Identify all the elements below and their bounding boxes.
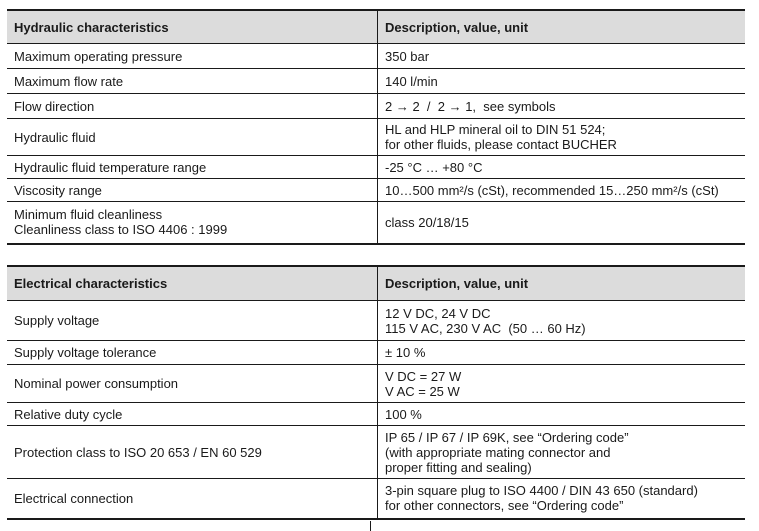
- table-row: [7, 156, 745, 179]
- characteristic-cell: [7, 179, 378, 202]
- characteristic-cell: [7, 341, 378, 365]
- cell-line: ± 10 %: [385, 345, 426, 360]
- cell-line: 115 V AC, 230 V AC (50 … 60 Hz): [385, 320, 586, 336]
- characteristic-cell: [7, 479, 378, 519]
- characteristic-cell: [7, 156, 378, 179]
- value-cell: [378, 365, 746, 403]
- header-characteristic: Electrical characteristics: [7, 266, 378, 301]
- cell-line: Relative duty cycle: [14, 406, 123, 422]
- cell-line: Hydraulic fluid temperature range: [14, 159, 207, 175]
- value-cell: [378, 94, 746, 119]
- cell-line: 2 → 2 / 2 → 1, see symbols: [385, 98, 556, 114]
- cell-line: IP 65 / IP 67 / IP 69K, see “Ordering code”: [385, 429, 629, 445]
- table-row: [7, 403, 745, 426]
- table-row: [7, 69, 745, 94]
- table-row: [7, 119, 745, 156]
- value-cell: [378, 479, 746, 519]
- header-row: [7, 10, 745, 44]
- value-cell: [378, 69, 746, 94]
- cell-line: Minimum fluid cleanliness: [14, 207, 163, 223]
- cell-line: (with appropriate mating connector and: [385, 444, 611, 460]
- value-cell: [378, 426, 746, 479]
- characteristic-cell: [7, 44, 378, 69]
- cell-line: HL and HLP mineral oil to DIN 51 524;: [385, 122, 606, 137]
- table-row: [7, 44, 745, 69]
- cell-line: 3-pin square plug to ISO 4400 / DIN 43 650 (standard): [385, 483, 698, 499]
- header-description-value-unit: Description, value, unit: [378, 266, 746, 301]
- table-row: [7, 94, 745, 119]
- characteristic-cell: [7, 403, 378, 426]
- table-row: [7, 426, 745, 479]
- characteristic-cell: [7, 119, 378, 156]
- cell-line: 10…500 mm²/s (cSt), recommended 15…250 mm²/s (cSt): [385, 182, 719, 198]
- hydraulic-characteristics-table: [7, 9, 745, 245]
- cell-line: 12 V DC, 24 V DC: [385, 305, 491, 321]
- electrical-characteristics-table: [7, 265, 745, 520]
- value-cell: [378, 341, 746, 365]
- header-description-value-unit: Description, value, unit: [378, 10, 746, 44]
- table-continuation-divider: [370, 521, 371, 531]
- value-cell: [378, 156, 746, 179]
- value-cell: [378, 179, 746, 202]
- value-cell: [378, 202, 746, 244]
- cell-line: Maximum flow rate: [14, 73, 124, 89]
- characteristic-cell: [7, 301, 378, 341]
- characteristic-cell: [7, 69, 378, 94]
- table-row: [7, 179, 745, 202]
- cell-line: 100 %: [385, 406, 422, 422]
- cell-line: 140 l/min: [385, 73, 438, 89]
- cell-line: class 20/18/15: [385, 214, 469, 230]
- cell-line: Flow direction: [14, 98, 95, 114]
- cell-line: Hydraulic fluid: [14, 129, 96, 145]
- table-header: [7, 10, 745, 44]
- table-body: [7, 44, 745, 244]
- cell-line: Protection class to ISO 20 653 / EN 60 529: [14, 444, 262, 460]
- table-row: [7, 479, 745, 519]
- table-row: [7, 301, 745, 341]
- characteristic-cell: [7, 202, 378, 244]
- header-characteristic: Hydraulic characteristics: [7, 10, 378, 44]
- table-row: [7, 341, 745, 365]
- value-cell: [378, 119, 746, 156]
- cell-line: V DC = 27 W: [385, 368, 462, 384]
- table-row: [7, 202, 745, 244]
- cell-line: 350 bar: [385, 48, 430, 64]
- characteristic-cell: [7, 426, 378, 479]
- cell-line: Nominal power consumption: [14, 376, 179, 391]
- cell-line: for other connectors, see “Ordering code”: [385, 498, 624, 514]
- cell-line: Cleanliness class to ISO 4406 : 1999: [14, 222, 228, 238]
- table-header: [7, 266, 745, 301]
- characteristic-cell: [7, 365, 378, 403]
- cell-line: proper fitting and sealing): [385, 459, 532, 475]
- cell-line: Supply voltage: [14, 313, 100, 328]
- value-cell: [378, 44, 746, 69]
- cell-line: Electrical connection: [14, 490, 134, 506]
- value-cell: [378, 403, 746, 426]
- table-body: [7, 301, 745, 519]
- header-row: [7, 266, 745, 301]
- cell-line: Supply voltage tolerance: [14, 345, 157, 360]
- cell-line: Maximum operating pressure: [14, 48, 183, 64]
- table-row: [7, 365, 745, 403]
- value-cell: [378, 301, 746, 341]
- cell-line: V AC = 25 W: [385, 383, 460, 399]
- cell-line: for other fluids, please contact BUCHER: [385, 137, 617, 152]
- cell-line: -25 °C … +80 °C: [385, 159, 483, 175]
- cell-line: Viscosity range: [14, 182, 102, 198]
- characteristic-cell: [7, 94, 378, 119]
